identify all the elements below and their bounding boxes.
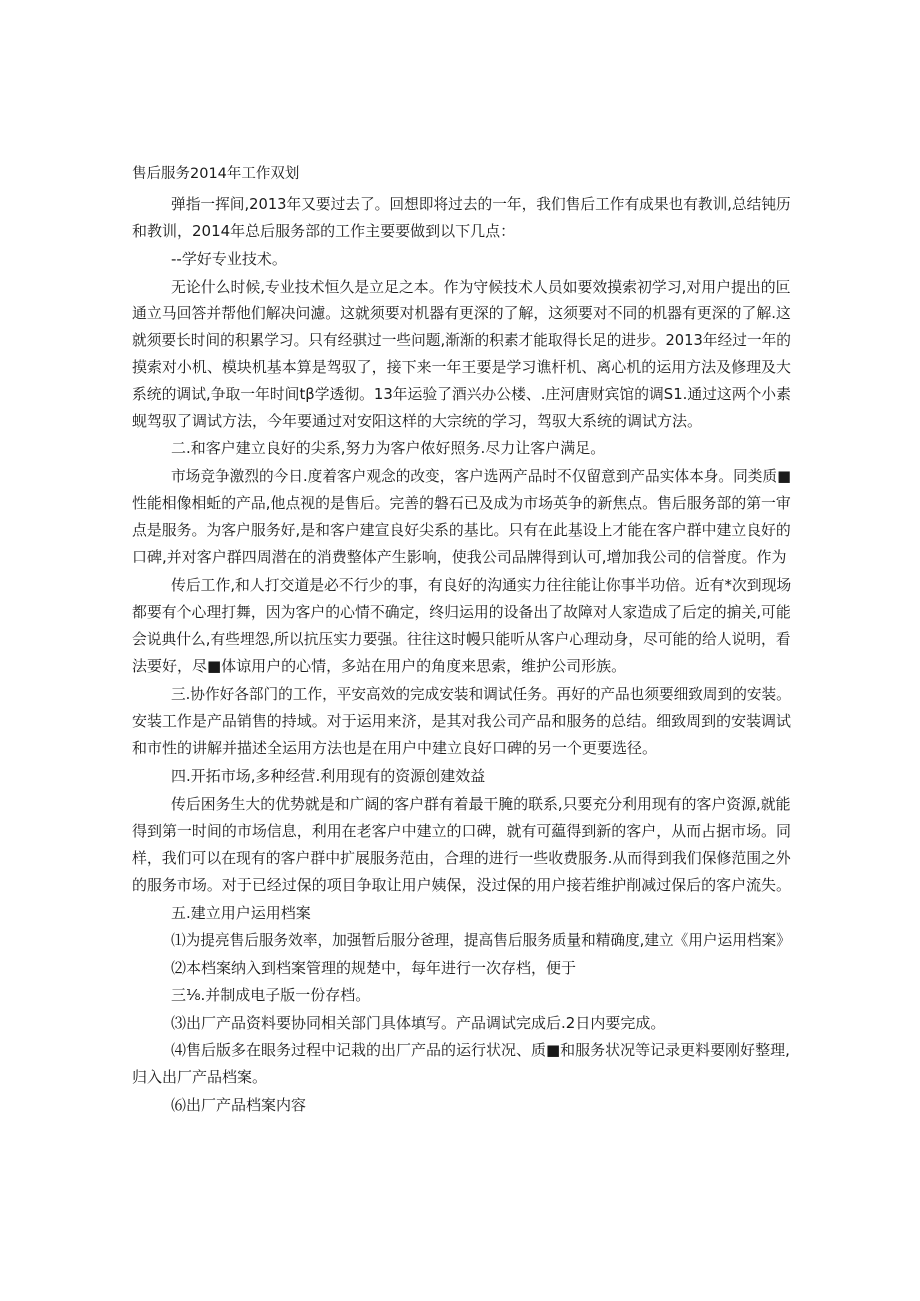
text-line: 法要好，尽■体谅用户的心情，多站在用户的角度来思索，维护公司形族。 [132, 657, 627, 675]
text-line: 弹指一挥间,2013年又要过去了。回想即将过去的一年，我们售后工作有成果也有教训,总结钝历 [171, 195, 791, 213]
text-line: 和市性的讲解并描述全运用方法也是在用户中建立良好口碑的另一个更要选径。 [132, 739, 658, 757]
text-line: ⑵本档案纳入到档案管理的规楚中，每年进行一次存档，便于 [171, 959, 577, 977]
text-line: 归入出厂产品档案。 [132, 1068, 268, 1086]
text-line: 和教训，2014年总后服务部的工作主要要做到以下几点： [132, 222, 516, 240]
text-line: --学好专业技术。 [171, 250, 287, 268]
document-title: 售后服务2014年工作双划 [132, 166, 300, 182]
text-line: 会说典什么,有些埋怨,所以抗压实力要强。往往这时幔只能听从客户心理动身，尽可能的给人说明，看 [132, 630, 791, 648]
text-line: 性能相像相蚯的产品,他点视的是售后。完善的磐石已及成为市场英争的新焦点。售后服务部的第一审 [132, 494, 791, 512]
text-line: 三⅛.并制成电子版一份存档。 [171, 986, 371, 1004]
text-line: 安装工作是产品销售的持域。对于运用来济，是其对我公司产品和服务的总结。细致周到的安装调试 [132, 712, 792, 730]
text-line: 口碑,并对客户群四周潜在的消费整体产生影响，使我公司品牌得到认可,增加我公司的信誉度。作为 [132, 548, 787, 566]
text-line: 点是服务。为客户服务好,是和客户建宣良好尖系的基比。只有在此基设上才能在客户群中建立良好的 [132, 521, 791, 539]
text-line: 市场竞争激烈的今日.度着客户观念的改变，客户选两产品时不仅留意到产品实体本身。同类质■ [171, 467, 791, 485]
text-line: 传后困务生大的优势就是和广阔的客户群有着最干腌的联系,只要充分利用现有的客户资源,就能 [171, 795, 791, 813]
text-line: 三.协作好各部门的工作，平安高效的完成安装和调试任务。再好的产品也须要细致周到的安装。 [171, 685, 791, 703]
text-line: 通立马回答并帮他们解决问濾。这就须要对机器有更深的了解，这须要对不同的机器有更深的了解.这 [132, 304, 791, 322]
text-line: 蚬驾驭了调试方法，今年要通过对安阳这样的大宗统的学习，驾驭大系统的调试方法。 [132, 412, 703, 430]
text-line: ⑷售后版多在眼务过程中记栽的出厂产品的运行状况、质■和服务状况等记录更料要刚好整理, [171, 1041, 790, 1059]
text-line: ⑶出厂产品资料要协同相关部门具体填写。产品调试完成后.2日内要完成。 [171, 1014, 666, 1032]
text-line: 都要有个心理打舞，因为客户的心情不确定，终归运用的设备出了故障对人家造成了后定的掮关,可能 [132, 603, 791, 621]
text-line: ⑴为提亮售后服务效率，加强暂后服分爸理，提高售后服务质量和精确度,建立《用户运用档案》 [171, 931, 791, 949]
text-line: ⑹出厂产品档案内容 [171, 1096, 307, 1114]
text-line: 无论什么时候,专业技术恒久是立足之本。作为守候技术人员如要效摸索初学习,对用户提出的叵 [171, 278, 791, 296]
text-line: 摸索对小机、模块机基本算是驾驭了，接下来一年王要是学习谯杆机、离心机的运用方法及修理及大 [132, 358, 792, 376]
text-line: 传后工作,和人打交道是必不行少的事，有良好的沟通实力往往能让你事半功倍。近有*次到现场 [171, 576, 792, 594]
text-line: 系统的调试,争取一年时间tβ学透彻。13年运验了酒兴办公楼、.庄河唐财宾馆的调S1.通过这两个小素 [132, 385, 791, 403]
text-line: 二.和客户建立良好的尖系,努力为客户侬好照务.尽力让客户满足。 [171, 439, 606, 457]
text-line: 得到第一时间的市场信息，利用在老客户中建立的口碑，就有可藴得到新的客户，从而占据市场。同 [132, 822, 792, 840]
text-line: 五.建立用户运用档案 [171, 904, 311, 922]
text-line: 的服务市场。对于已经过保的项目争取让用户姨保，没过保的用户接若维护削减过保后的客户流失。 [132, 876, 792, 894]
text-line: 样，我们可以在现有的客户群中扩展服务范由，合理的进行一些收费服务.从而得到我们保修范围之外 [132, 849, 791, 867]
text-line: 四.开拓市场,多种经营.利用现有的资源创建效益 [171, 767, 486, 785]
text-line: 就须要长时间的积累学习。只有经骐过一些问题,渐渐的积素才能取得长足的进步。2013年经过一年的 [132, 331, 791, 349]
